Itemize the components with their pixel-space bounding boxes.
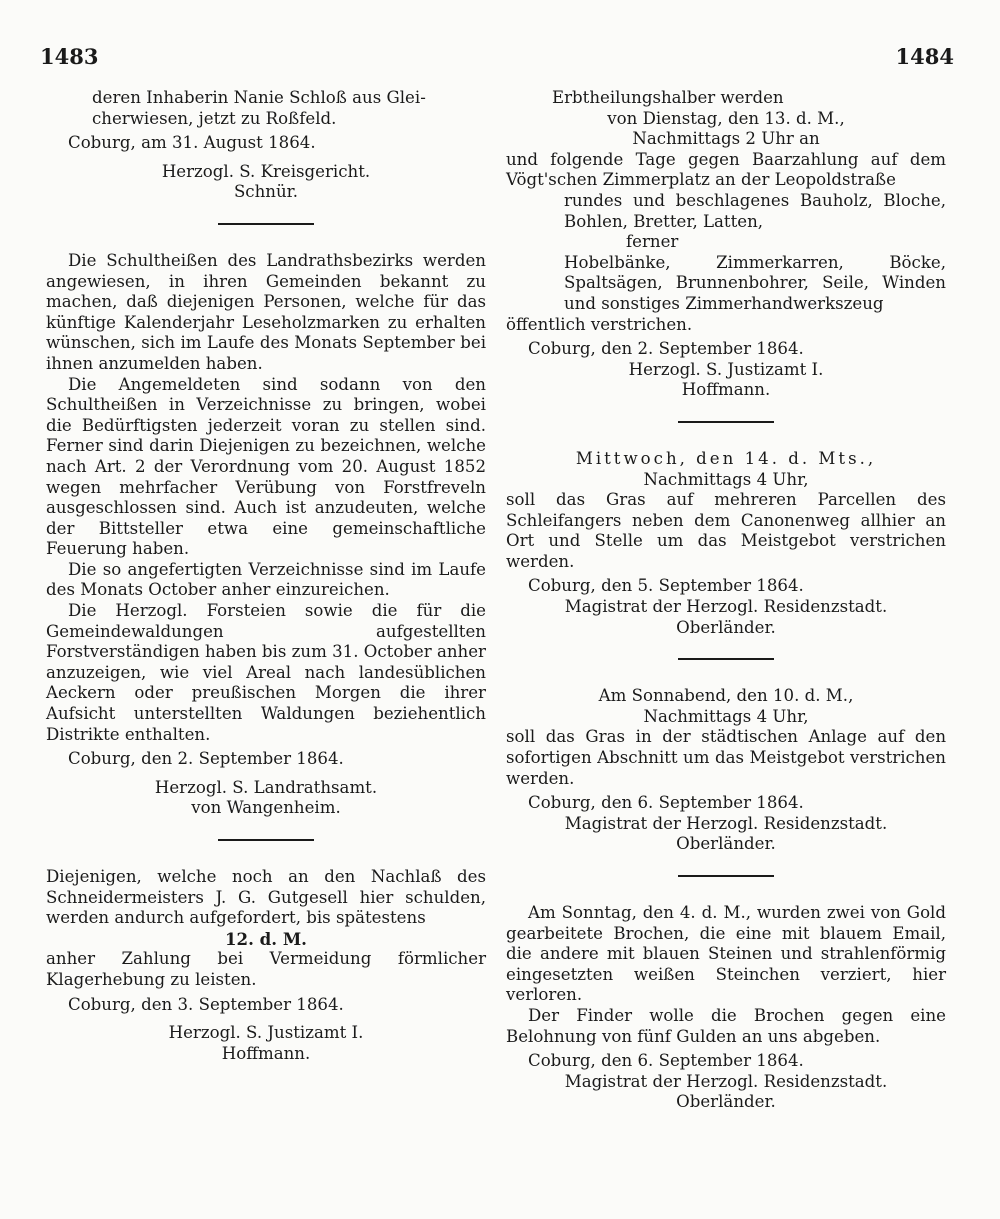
paragraph: Diejenigen, welche noch an den Nachlaß des Schneidermeisters J. G. Gutgesell hier schulden, werden andurch aufgefordert, bis spätestens (46, 867, 486, 928)
place-date: Coburg, den 5. September 1864. (528, 576, 804, 596)
section-divider (678, 658, 774, 660)
paragraph: Am Sonntag, den 4. d. M., wurden zwei von Gold gearbeitete Brochen, die eine mit blauem Email, die andere mit blauen Steinen und strahlenförmig eingesetzten weißen Steinchen verziert, hier verloren. (506, 903, 946, 1005)
text-line: deren Inhaberin Nanie Schloß aus Glei- (92, 88, 426, 107)
signature: Oberländer. (676, 834, 776, 854)
notice-lost-brooches (506, 903, 946, 1113)
place-date: Coburg, den 3. September 1864. (68, 994, 344, 1014)
auction-time: Nachmittags 4 Uhr, (643, 706, 809, 726)
auction-date: Mittwoch, den 14. d. Mts., (575, 448, 877, 468)
section-divider (678, 421, 774, 423)
right-column (506, 88, 946, 1113)
text-line: cherwiesen, jetzt zu Roßfeld. (92, 108, 337, 128)
auction-date: von Dienstag, den 13. d. M., (607, 108, 845, 128)
section-divider (218, 223, 314, 225)
issuing-authority: Herzogl. S. Justizamt I. (628, 359, 824, 379)
signature: Schnür. (233, 182, 299, 202)
issuing-authority: Herzogl. S. Kreisgericht. (161, 161, 371, 181)
paragraph: soll das Gras in der städtischen Anlage auf den sofortigen Abschnitt um das Meistgebot verstrichen werden. (506, 727, 946, 788)
signature: Oberländer. (676, 617, 776, 637)
item-list: Hobelbänke, Zimmerkarren, Böcke, Spaltsägen, Brunnenbohrer, Seile, Winden und sonstiges Zimmerhandwerkszeug (564, 252, 946, 313)
deadline-date: 12. d. M. (225, 928, 307, 949)
issuing-authority: Magistrat der Herzogl. Residenzstadt. (564, 1071, 888, 1091)
auction-date: Am Sonnabend, den 10. d. M., (598, 686, 854, 706)
notice-continuation (46, 88, 486, 203)
item-list: rundes und beschlagenes Bauholz, Bloche, Bohlen, Bretter, Latten, (564, 190, 946, 231)
place-date: Coburg, am 31. August 1864. (68, 133, 316, 153)
section-divider (218, 839, 314, 841)
page-number-left: 1483 (40, 44, 99, 69)
place-date: Coburg, den 2. September 1864. (68, 749, 344, 769)
place-date: Coburg, den 2. September 1864. (528, 339, 804, 359)
paragraph: Die Schultheißen des Landrathsbezirks werden angewiesen, in ihren Gemeinden bekannt zu machen, daß diejenigen Personen, welche für das künftige Kalenderjahr Leseholzmarken zu erhalten wünschen, sich im Laufe des Monats September bei ihnen anzumelden haben. (46, 250, 486, 373)
paragraph: Die Herzogl. Forsteien sowie die für die Gemeindewaldungen aufgestellten Forstverständigen haben bis zum 31. October anher anzuzeigen, wie viel Areal nach landesüblichen Aeckern oder preußischen Morgen die ihrer Aufsicht unterstellten Waldungen beziehentlich Distrikte enthalten. (46, 601, 486, 744)
text-line: Erbtheilungshalber werden (552, 88, 784, 107)
notice-grass-anlage (506, 686, 946, 855)
text-line: ferner (626, 232, 679, 252)
signature: Oberländer. (676, 1092, 776, 1112)
page-number-right: 1484 (895, 44, 954, 69)
issuing-authority: Magistrat der Herzogl. Residenzstadt. (564, 813, 888, 833)
notice-grass-schleifanger (506, 449, 946, 638)
left-column (46, 88, 486, 1064)
paragraph: Die Angemeldeten sind sodann von den Schultheißen in Verzeichnisse zu bringen, wobei die Bedürftigsten jederzeit voran zu stellen sind. Ferner sind darin Diejenigen zu bezeichnen, welche nach Art. 2 der Verordnung vom 20. August 1852 wegen mehrfacher Verübung von Forstfreveln ausgeschlossen sind. Auch ist anzudeuten, welche der Bittsteller etwa eine gemeinschaftliche Feuerung haben. (46, 374, 486, 559)
place-date: Coburg, den 6. September 1864. (528, 1051, 804, 1071)
place-date: Coburg, den 6. September 1864. (528, 793, 804, 813)
issuing-authority: Magistrat der Herzogl. Residenzstadt. (564, 597, 888, 617)
section-divider (678, 875, 774, 877)
paragraph: Der Finder wolle die Brochen gegen eine Belohnung von fünf Gulden an uns abgeben. (506, 1005, 946, 1046)
signature: von Wangenheim. (191, 798, 341, 818)
auction-time: Nachmittags 4 Uhr, (643, 469, 809, 489)
issuing-authority: Herzogl. S. Landrathsamt. (154, 777, 378, 797)
notice-auction-wood (506, 88, 946, 401)
signature: Hoffmann. (681, 380, 771, 400)
notice-nachlass (46, 867, 486, 1064)
auction-time: Nachmittags 2 Uhr an (632, 129, 820, 149)
issuing-authority: Herzogl. S. Justizamt I. (168, 1023, 364, 1043)
text-line: öffentlich verstrichen. (506, 314, 693, 334)
paragraph: soll das Gras auf mehreren Parcellen des Schleifangers neben dem Canonenweg allhier an Ort und Stelle um das Meistgebot verstrichen werden. (506, 490, 946, 571)
paragraph: und folgende Tage gegen Baarzahlung auf dem Vögt'schen Zimmerplatz an der Leopoldstraße (506, 149, 946, 190)
signature: Hoffmann. (221, 1043, 311, 1063)
notice-leseholzmarken (46, 251, 486, 819)
paragraph: anher Zahlung bei Vermeidung förmlicher Klagerhebung zu leisten. (46, 949, 486, 989)
paragraph: Die so angefertigten Verzeichnisse sind im Laufe des Monats October anher einzureichen. (46, 559, 486, 600)
